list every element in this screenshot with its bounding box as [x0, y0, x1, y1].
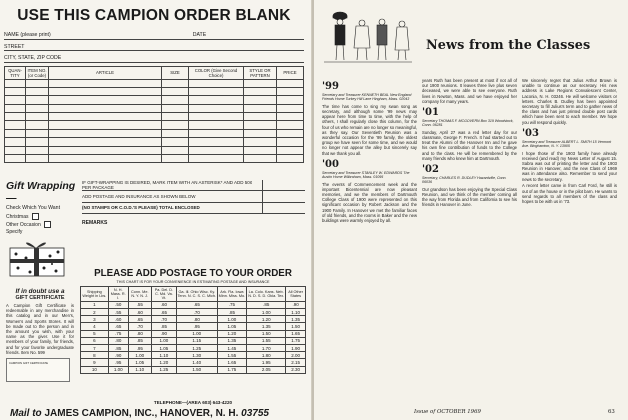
order-cell[interactable] [162, 138, 189, 146]
col-article: ARTICLE [49, 66, 162, 79]
rate-cell: 1.80 [247, 352, 286, 359]
class-1899-heading: '99 [322, 81, 339, 92]
rate-cell: 1.65 [217, 359, 247, 366]
class-1903-text: I hope those of the 1903 family have already received (and read) my News Letter of August 15. Sabra was out of printing the letter and the 1903 Reunion in Hanover, and the new Class of 1969 was in attendance also. Remember to send your news to the secretary. [522, 150, 617, 182]
order-cell[interactable] [26, 146, 49, 154]
order-cell[interactable] [244, 129, 277, 137]
order-cell[interactable] [49, 87, 162, 95]
rate-cell: 2.30 [286, 366, 306, 373]
rate-cell: 1.00 [176, 330, 217, 337]
rate-cell: .50 [108, 301, 128, 308]
order-cell[interactable] [26, 104, 49, 112]
order-totals [82, 180, 305, 226]
order-cell[interactable] [49, 146, 162, 154]
class-1901-text: Sunday, April 27 was a red letter day for our classmate, George F. French. It had started out to treat the Alumni of the Hanover Inn and he gave his own fine contribution of funds to the College and to the class. He will be remembered by the many friends who knew him at Dartmouth. [422, 129, 517, 161]
postage-title: PLEASE ADD POSTAGE TO YOUR ORDER [94, 268, 292, 279]
rate-cell: 1.50 [247, 330, 286, 337]
order-cell[interactable] [162, 113, 189, 121]
order-cell[interactable] [244, 104, 277, 112]
order-cell[interactable] [277, 129, 304, 137]
order-cell[interactable] [5, 138, 26, 146]
rate-cell: 1.25 [176, 345, 217, 352]
order-cell[interactable] [5, 96, 26, 104]
rate-cell: .65 [176, 301, 217, 308]
order-cell[interactable] [244, 146, 277, 154]
rate-cell: 3 [81, 316, 109, 323]
order-cell[interactable] [5, 87, 26, 95]
rate-cell: 4 [81, 323, 109, 330]
class-1902-continued: We sincerely regret that Julius Arthur Brown is unable to continue as our secretary. His new address is Lake Regions Convalescent Center, Laconia, N. H. 03246. He will welcome visitors or letters. Charles B. Dudley has been appointed secretary to fill Julius's term and to gather news of the class and has just printed double post cards which have been sent to each member. We hope you will respond quickly. [522, 78, 617, 125]
order-cell[interactable] [162, 155, 189, 163]
gift-wrap-charge-row: IF GIFT-WRAPPING IS DESIRED, MARK ITEM WITH AN ASTERISK* AND ADD 50¢ PER PACKAGE [82, 180, 305, 191]
rate-cell: 1.00 [128, 352, 151, 359]
city-line [4, 51, 304, 63]
order-cell[interactable] [49, 129, 162, 137]
other-occasion-checkbox[interactable] [44, 221, 51, 228]
col-style: STYLE OR PATTERN [244, 66, 277, 79]
date-label: DATE [192, 32, 207, 38]
telephone-line: TELEPHONE—(AREA 603) 643-4220 [153, 400, 233, 405]
gift-certificate-heading: GIFT CERTIFICATE [15, 295, 65, 301]
gift-option-other[interactable]: Other Occasion [6, 221, 76, 228]
class-1900-text: The events of Commencement week and the important Bicentennial are now pleasant memories, and we the members of Dartmouth College Class of 1900 were represented on this significant occasion by Robert Jackson and the 1900 Family. In Hanover we met the familiar faces of old friends, and the rooms in Baker and the new buildings were warmly enjoyed by all. [322, 181, 417, 224]
rate-cell: 5 [81, 330, 109, 337]
order-cell[interactable] [162, 129, 189, 137]
order-cell[interactable] [277, 79, 304, 87]
rate-cell: 1.05 [128, 359, 151, 366]
postage-amount[interactable] [262, 191, 305, 201]
name-label: NAME (please print) [4, 32, 51, 38]
rate-cell: 1.70 [247, 345, 286, 352]
city-label: CITY, STATE, ZIP CODE [4, 55, 62, 61]
rate-cell: 2 [81, 309, 109, 316]
order-row [5, 96, 304, 104]
class-1901-secretary: Secretary THOMAS F. MCGOVERN Box 319 Woodstock, Conn. 06281 [422, 119, 514, 128]
order-row [5, 87, 304, 95]
rate-row [81, 323, 306, 330]
rate-cell: .60 [108, 316, 128, 323]
col-item-no: ITEM NO. (or Code) [27, 67, 47, 78]
order-cell[interactable] [162, 104, 189, 112]
rate-cell: .75 [108, 330, 128, 337]
rate-cell: 1.75 [217, 366, 247, 373]
order-cell[interactable] [189, 104, 244, 112]
rate-header: Pa. Del. D. C. Md. Va. Vt. [151, 287, 176, 302]
rate-header: Shipping Weight in Lbs. [81, 287, 109, 302]
remarks-label: REMARKS [82, 219, 108, 226]
rate-cell: 1.35 [247, 323, 286, 330]
col-color: COLOR (Give Second Choice) [189, 66, 244, 79]
order-cell[interactable] [162, 121, 189, 129]
order-cell[interactable] [162, 96, 189, 104]
order-row [5, 129, 304, 137]
total-row: (NO STAMPS OR C.O.D.'S PLEASE) TOTAL ENCLOSED [82, 203, 305, 214]
gift-wrapping-subtitle: Check Which You Want [6, 205, 61, 211]
order-row [5, 104, 304, 112]
order-cell[interactable] [189, 155, 244, 163]
order-cell[interactable] [189, 146, 244, 154]
rate-row [81, 337, 306, 344]
rate-cell: 8 [81, 352, 109, 359]
order-cell[interactable] [5, 79, 26, 87]
order-cell[interactable] [5, 146, 26, 154]
rate-header: Conn. Me. N. Y. N. J. [128, 287, 151, 302]
rate-cell: 1.40 [176, 359, 217, 366]
rate-cell: .95 [108, 359, 128, 366]
rate-cell: 1.00 [247, 309, 286, 316]
rate-cell: 1.10 [286, 309, 306, 316]
col-price: PRICE [277, 66, 304, 79]
order-cell[interactable] [277, 138, 304, 146]
rate-cell: 1 [81, 301, 109, 308]
rate-cell: .85 [217, 309, 247, 316]
order-cell[interactable] [49, 104, 162, 112]
order-cell[interactable] [244, 79, 277, 87]
rate-cell: .90 [151, 330, 176, 337]
news-title: News from the Classes [426, 38, 591, 53]
rate-row [81, 330, 306, 337]
order-cell[interactable] [5, 121, 26, 129]
rate-cell: .70 [176, 309, 217, 316]
rate-cell: .80 [108, 337, 128, 344]
rate-cell: .75 [217, 301, 247, 308]
order-cell[interactable] [26, 79, 49, 87]
class-reunion-illustration [320, 8, 416, 68]
rate-header: Ga. Ill. Ohio Wisc. Ky. Tenn. N. C. S. C. Mich. [176, 287, 217, 302]
rate-row [81, 352, 306, 359]
order-cell[interactable] [5, 113, 26, 121]
name-line [4, 28, 304, 40]
order-cell[interactable] [244, 121, 277, 129]
mail-zip: 03755 [241, 408, 269, 419]
rate-cell: 1.95 [247, 359, 286, 366]
rate-cell: 1.45 [217, 345, 247, 352]
order-cell[interactable] [277, 121, 304, 129]
rate-cell: 7 [81, 345, 109, 352]
rate-cell: .65 [128, 316, 151, 323]
rate-cell: .90 [286, 301, 306, 308]
rate-cell: 2.05 [247, 366, 286, 373]
order-cell[interactable] [244, 138, 277, 146]
rate-cell: 1.75 [286, 337, 306, 344]
rate-cell: 1.15 [176, 337, 217, 344]
mail-to-label: Mail to [10, 408, 42, 419]
rate-cell: .55 [108, 309, 128, 316]
class-1903-text-2: A recent letter came in from Carl Ford, he still is out of an the house or in the pilot barn. He wants to send regards to all members of the class and hopes to be with us in '73. [522, 183, 617, 205]
class-1902-text: Our grandson has been enjoying the Special Class Reunion, and we think of the member coming all the way from Florida and from California to see his friends in Hanover in June. [422, 186, 517, 208]
rate-cell: 1.30 [176, 352, 217, 359]
rate-cell: .85 [128, 337, 151, 344]
gift-package-icon [6, 238, 68, 278]
order-cell[interactable] [26, 138, 49, 146]
order-row [5, 138, 304, 146]
rate-cell: .60 [128, 309, 151, 316]
rate-cell: 10 [81, 366, 109, 373]
class-1900-continued: years Ruth has been present at most if not all of our 1900 reunions. It leaves three live plus seven deceased, we were able to see everyone. Ruth lives in Newton, Mass. and we have enjoyed her company for many years. [422, 78, 517, 104]
rate-cell: .80 [128, 330, 151, 337]
order-cell[interactable] [26, 155, 49, 163]
col-size: SIZE [162, 66, 189, 79]
class-1900-secretary: Secretary and Treasurer STANLEY W. EDWARDS The Austin Home Wilbraham, Mass. 01095 [322, 170, 410, 180]
order-cell[interactable] [49, 155, 162, 163]
order-cell[interactable] [49, 113, 162, 121]
rate-cell: .70 [128, 323, 151, 330]
gift-wrap-amount[interactable] [262, 180, 305, 190]
rate-cell: .55 [128, 301, 151, 308]
order-cell[interactable] [277, 104, 304, 112]
rate-header: All Other States [286, 287, 306, 302]
class-1899-secretary: Secretary and Treasurer KENNETH BEAL New England Friends Home Turkey Hill Lane Hingham, Mass. 02043 [322, 93, 412, 102]
order-cell[interactable] [189, 79, 244, 87]
issue-date: Issue of OCTOBER 1969 [414, 409, 481, 415]
order-row [5, 79, 304, 87]
postage-subtitle: THIS CHART IS FOR YOUR CONVENIENCE IN ESTIMATING POSTAGE AND INSURANCE [116, 280, 270, 284]
rate-cell: 1.20 [217, 330, 247, 337]
total-amount[interactable] [262, 203, 305, 213]
rate-cell: 1.65 [286, 330, 306, 337]
rate-header: N. H. Mass. R. I. [108, 287, 128, 302]
rate-cell: .60 [151, 301, 176, 308]
mail-address: JAMES CAMPION, INC., HANOVER, N. H. [44, 408, 239, 419]
rate-cell: 1.00 [108, 366, 128, 373]
postage-section [80, 268, 306, 374]
rate-cell: 1.35 [286, 316, 306, 323]
gift-option-christmas[interactable]: Christmas [6, 213, 76, 220]
rate-row [81, 366, 306, 373]
order-cell[interactable] [189, 96, 244, 104]
rate-cell: 1.10 [151, 352, 176, 359]
order-row [5, 113, 304, 121]
rate-cell: 1.00 [151, 337, 176, 344]
rate-cell: 1.20 [247, 316, 286, 323]
rate-cell: 1.90 [286, 345, 306, 352]
rate-cell: 1.25 [151, 366, 176, 373]
order-cell[interactable] [189, 87, 244, 95]
postage-rate-table [80, 286, 306, 374]
order-row [5, 146, 304, 154]
rate-header: La. Colo. Kans. Neb. N. D. S. D. Okla. Tex. [247, 287, 286, 302]
order-cell[interactable] [277, 155, 304, 163]
order-table [4, 66, 304, 164]
order-cell[interactable] [189, 121, 244, 129]
rate-row [81, 301, 306, 308]
news-page [314, 0, 628, 420]
order-cell[interactable] [26, 129, 49, 137]
page-number: 63 [608, 409, 615, 415]
rate-cell: 1.50 [286, 323, 306, 330]
gift-wrapping-box [6, 180, 76, 282]
order-row [5, 121, 304, 129]
order-cell[interactable] [244, 96, 277, 104]
christmas-checkbox[interactable] [32, 213, 39, 220]
rate-cell: .85 [108, 345, 128, 352]
class-1903-heading: '03 [522, 127, 539, 139]
rate-row [81, 316, 306, 323]
gift-certificate-box [6, 288, 74, 382]
gift-certificate-text: A Campion Gift Certificate is redeemable in any merchandise in this catalog and in our Men's, Women's and Sports Stores. It will be made out to the person and in the amount you wish, with your name as the giver. Use it for members of your family, for friends, and for your favorite undergraduate friends. Item No. 599 [6, 303, 74, 355]
rate-row [81, 359, 306, 366]
rate-cell: 1.05 [151, 345, 176, 352]
rate-header: Ark. Fla. Iowa Minn. Miss. Mo. [217, 287, 247, 302]
order-cell[interactable] [277, 96, 304, 104]
rate-cell: .70 [151, 316, 176, 323]
order-row [5, 155, 304, 163]
gift-option-specify: Specify [6, 229, 23, 235]
gift-wrapping-title: Gift Wrapping— [6, 180, 76, 204]
order-cell[interactable] [49, 121, 162, 129]
order-cell[interactable] [162, 87, 189, 95]
rate-cell: 1.00 [217, 316, 247, 323]
order-cell[interactable] [49, 138, 162, 146]
order-cell[interactable] [244, 87, 277, 95]
order-cell[interactable] [26, 96, 49, 104]
col-quantity: QUAN-TITY [5, 66, 26, 79]
doubt-title: If in doubt use a [15, 288, 65, 295]
rate-cell: .85 [151, 323, 176, 330]
order-cell[interactable] [244, 155, 277, 163]
order-cell[interactable] [26, 121, 49, 129]
order-cell[interactable] [189, 138, 244, 146]
rate-cell: .65 [151, 309, 176, 316]
class-1902-secretary: Secretary, CHARLES R. DUDLEY Hazardville, Conn. 06036 [422, 176, 507, 185]
order-cell[interactable] [5, 155, 26, 163]
gift-certificate-image: CAMPION GIFT CERTIFICATE [6, 358, 70, 382]
rate-cell: 1.20 [151, 359, 176, 366]
mail-to-line [10, 408, 269, 419]
order-cell[interactable] [49, 79, 162, 87]
order-cell[interactable] [189, 129, 244, 137]
rate-cell: 6 [81, 337, 109, 344]
order-blank-page [0, 0, 312, 420]
rate-cell: .85 [247, 301, 286, 308]
street-line [4, 40, 304, 52]
rate-cell: .95 [176, 323, 217, 330]
rate-cell: 1.50 [176, 366, 217, 373]
rate-cell: 9 [81, 359, 109, 366]
rate-cell: 1.05 [217, 323, 247, 330]
order-cell[interactable] [26, 113, 49, 121]
rate-cell: 1.55 [247, 337, 286, 344]
order-cell[interactable] [189, 113, 244, 121]
rate-cell: .65 [108, 323, 128, 330]
rate-cell: 2.15 [286, 359, 306, 366]
order-cell[interactable] [277, 87, 304, 95]
class-1903-secretary: Secretary and Treasurer ALBERT L. SMITH 15 Vermont Ave. Binghamton, N. Y. 13905 [522, 139, 612, 149]
class-1899-text: The time has come to sing my swan song as secretary, and although some '99 news may appear here from time to time, with the help of others, I shall regularly close this column, for the four of us who remain are no longer so meaningful, as they say. Our Seventieth Reunion was a wonderful occasion for the '99 family, the oldest group we have seen for some time, and we would no longer not appear the alley but sincerely say that we thank you all. [322, 103, 417, 156]
class-1900-heading: '00 [322, 158, 339, 170]
postage-row: ADD POSTAGE AND INSURANCE AS SHOWN BELOW [82, 191, 305, 202]
order-cell[interactable] [162, 146, 189, 154]
rate-cell: 2.00 [286, 352, 306, 359]
rate-cell: .90 [108, 352, 128, 359]
order-blank-title: USE THIS CAMPION ORDER BLANK [17, 7, 291, 24]
rate-cell: 1.55 [217, 352, 247, 359]
order-cell[interactable] [49, 96, 162, 104]
class-1901-heading: '01 [422, 107, 439, 119]
order-cell[interactable] [5, 129, 26, 137]
rate-cell: 1.35 [217, 337, 247, 344]
class-1902-heading: '02 [422, 164, 439, 176]
order-cell[interactable] [5, 104, 26, 112]
street-label: STREET [4, 43, 25, 50]
rate-row [81, 345, 306, 352]
order-cell[interactable] [277, 146, 304, 154]
order-cell[interactable] [26, 87, 49, 95]
rate-cell: .95 [128, 345, 151, 352]
rate-row [81, 309, 306, 316]
rate-cell: 1.10 [128, 366, 151, 373]
news-column-1 [322, 78, 417, 225]
order-cell[interactable] [162, 79, 189, 87]
order-cell[interactable] [277, 113, 304, 121]
news-column-2 [422, 78, 517, 209]
order-cell[interactable] [244, 113, 277, 121]
rate-cell: .80 [176, 316, 217, 323]
news-column-3 [522, 78, 617, 206]
